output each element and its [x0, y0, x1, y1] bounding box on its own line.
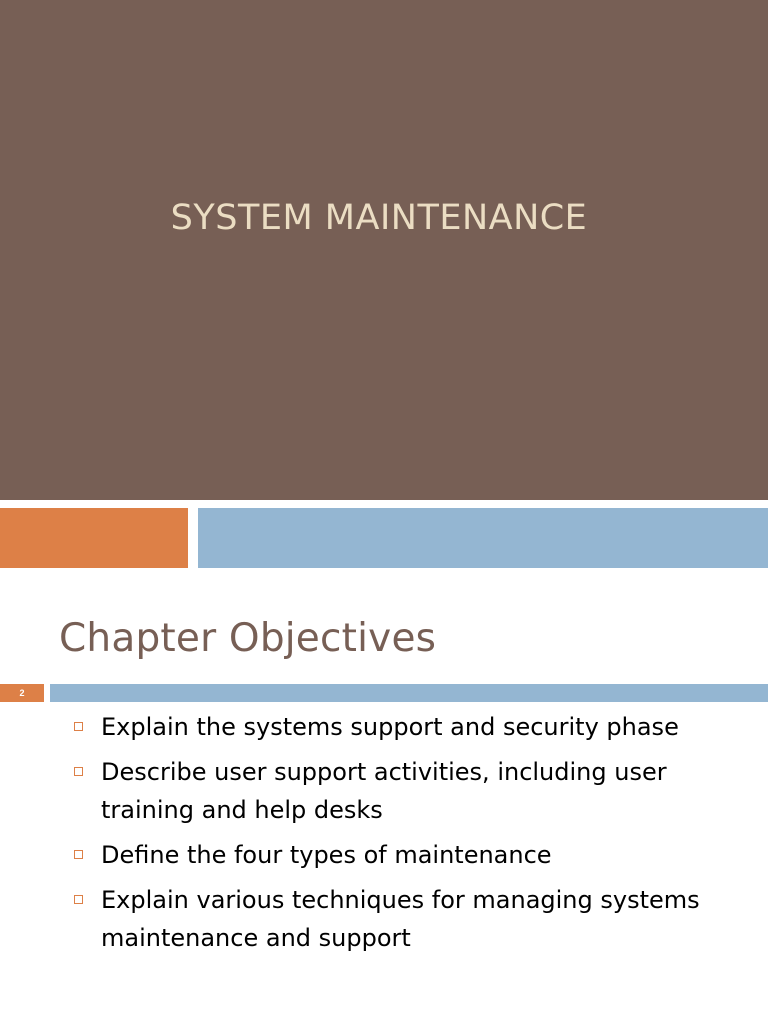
- page-number-badge: 2: [0, 684, 44, 702]
- bullet-text: Explain various techniques for managing systems maintenance and support: [101, 886, 700, 952]
- square-bullet-icon: [74, 767, 83, 776]
- list-item: [74, 753, 754, 829]
- blue-accent-bar: [198, 508, 768, 568]
- orange-accent-bar: [0, 508, 188, 568]
- list-item: [74, 708, 754, 746]
- blue-divider-bar: [50, 684, 768, 702]
- slide-heading: Chapter Objectives: [59, 616, 437, 661]
- list-item: [74, 836, 754, 874]
- list-item: [74, 881, 754, 957]
- square-bullet-icon: [74, 722, 83, 731]
- bullet-text: Describe user support activities, including user training and help desks: [101, 758, 667, 824]
- objectives-list: [74, 708, 754, 964]
- square-bullet-icon: [74, 850, 83, 859]
- square-bullet-icon: [74, 895, 83, 904]
- slide-title: SYSTEM MAINTENANCE: [170, 198, 588, 238]
- title-panel: [0, 0, 768, 500]
- bullet-text: Explain the systems support and security phase: [101, 713, 679, 741]
- bullet-text: Define the four types of maintenance: [101, 841, 552, 869]
- objectives-slide: [0, 576, 768, 1024]
